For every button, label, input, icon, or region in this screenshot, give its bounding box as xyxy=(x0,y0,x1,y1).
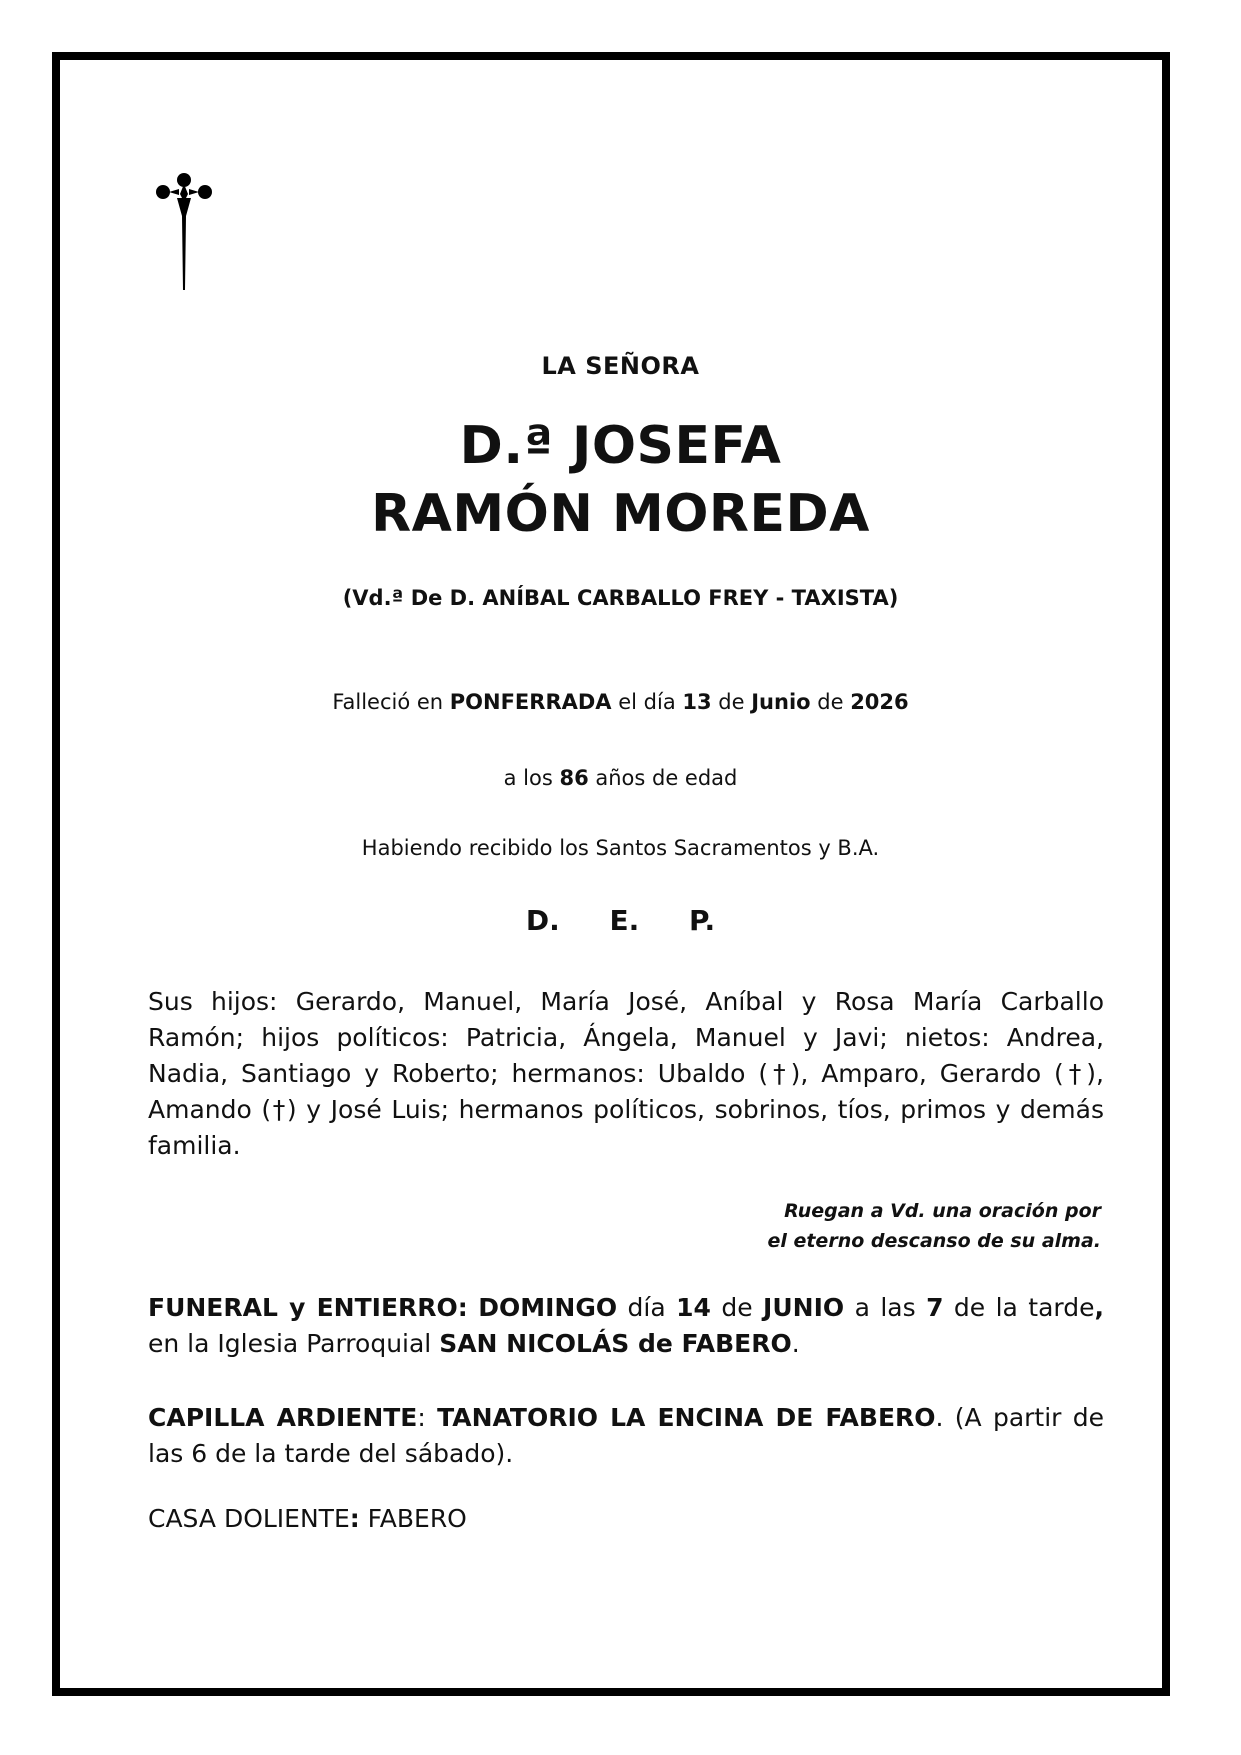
church-name: SAN NICOLÁS de FABERO xyxy=(439,1329,792,1358)
prayer-line-2: el eterno descanso de su alma. xyxy=(767,1230,1101,1252)
dep-line: D. E. P. xyxy=(525,904,716,937)
death-day: 13 xyxy=(682,690,712,714)
family-paragraph: Sus hijos: Gerardo, Manuel, María José, Aníbal y Rosa María Carballo Ramón; hijos políticos: Patricia, Ángela, Manuel y Javi; nietos: Andrea, Nadia, Santiago y Roberto; hermanos: Ubaldo (†), Amparo, Gerardo (†), Amando (†) y José Luis; hermanos políticos, sobrinos, tíos, primos y demás familia. xyxy=(148,987,1104,1160)
death-place: PONFERRADA xyxy=(449,690,612,714)
lead-title: LA SEÑORA xyxy=(541,352,700,380)
death-year: 2026 xyxy=(850,690,909,714)
funeral-info: FUNERAL y ENTIERRO: DOMINGO día 14 de JUNIO a las 7 de la tarde, en la Iglesia Parroquial SAN NICOLÁS de FABERO. xyxy=(148,1293,1104,1358)
prayer-line-1: Ruegan a Vd. una oración por xyxy=(784,1200,1101,1222)
name-line-1: D.ª JOSEFA xyxy=(459,416,782,476)
sacraments-line: Habiendo recibido los Santos Sacramentos y B.A. xyxy=(361,836,880,860)
cross-icon xyxy=(149,172,219,292)
age-years: 86 xyxy=(559,766,589,790)
death-line: Falleció en PONFERRADA el día 13 de Junio de 2026 xyxy=(332,690,909,714)
name-line-2: RAMÓN MOREDA xyxy=(371,484,870,544)
prayer-request xyxy=(501,1196,1101,1256)
funeral-home: TANATORIO LA ENCINA DE FABERO xyxy=(437,1403,936,1432)
mourning-house: CASA DOLIENTE: FABERO xyxy=(148,1504,467,1533)
death-month: Junio xyxy=(751,690,811,714)
widow-of: (Vd.ª De D. ANÍBAL CARBALLO FREY - TAXISTA) xyxy=(342,586,899,610)
chapel-info: CAPILLA ARDIENTE: TANATORIO LA ENCINA DE FABERO. (A partir de las 6 de la tarde del sábado). xyxy=(148,1403,1105,1468)
age-line: a los 86 años de edad xyxy=(503,766,738,790)
deceased-name xyxy=(0,412,1241,548)
